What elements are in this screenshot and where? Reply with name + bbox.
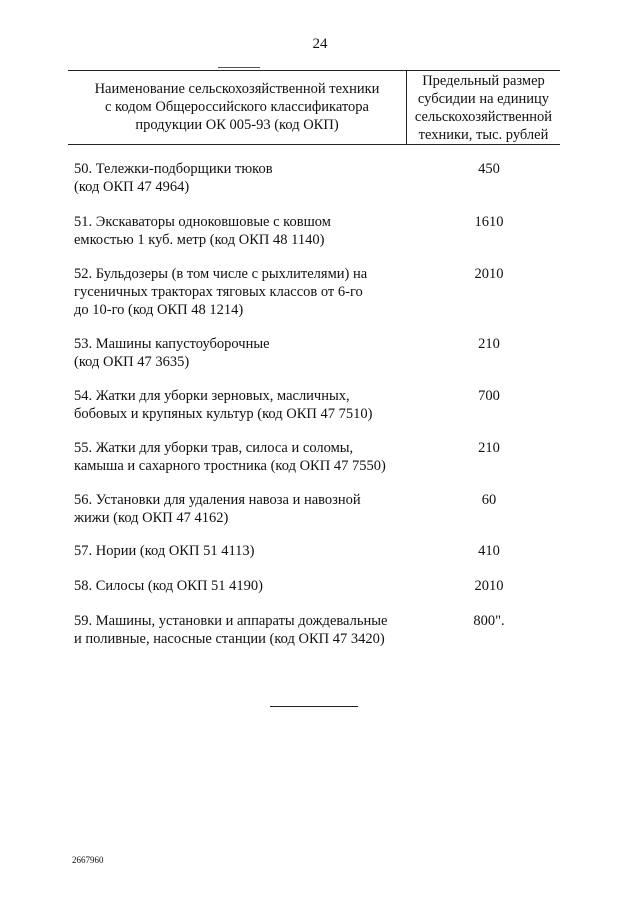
table-header [68, 70, 560, 145]
name-line: 50. Тележки-подборщики тюков [74, 161, 273, 177]
table-row [74, 387, 544, 423]
name-line: 51. Экскаваторы одноковшовые с ковшом [74, 214, 331, 230]
header-right-line: субсидии на единицу [417, 91, 550, 107]
table-row [74, 160, 544, 196]
name-line: емкостью 1 куб. метр (код ОКП 48 1140) [74, 232, 325, 248]
name-line: 54. Жатки для уборки зерновых, масличных, [74, 388, 350, 404]
name-line: камыша и сахарного тростника (код ОКП 47 7550) [74, 458, 386, 474]
header-left-line: продукции ОК 005-93 (код ОКП) [135, 117, 339, 133]
table-row [74, 265, 544, 319]
name-line: 57. Нории (код ОКП 51 4113) [74, 543, 255, 559]
name-line: и поливные, насосные станции (код ОКП 47 3420) [74, 631, 385, 647]
subsidy-value: 800". [473, 613, 505, 629]
name-line: 56. Установки для удаления навоза и навозной [74, 492, 361, 508]
subsidy-value: 210 [478, 336, 500, 352]
subsidy-value: 60 [481, 492, 497, 508]
subsidy-table [68, 70, 560, 145]
name-line: (код ОКП 47 4964) [74, 179, 190, 195]
header-left-line: Наименование сельскохозяйственной техники [94, 81, 380, 97]
document-code: 2667960 [72, 855, 104, 865]
header-subsidy-limit [407, 71, 560, 144]
equipment-name [74, 213, 414, 249]
subsidy-value: 410 [478, 543, 500, 559]
table-row [74, 542, 544, 560]
table-row [74, 491, 544, 527]
name-line: 59. Машины, установки и аппараты дождевальные [74, 613, 388, 629]
table-row [74, 439, 544, 475]
name-line: бобовых и крупяных культур (код ОКП 47 7510) [74, 406, 373, 422]
equipment-name [74, 265, 414, 319]
subsidy-value: 1610 [474, 214, 504, 230]
equipment-name [74, 439, 414, 475]
table-row [74, 577, 544, 595]
header-right-line: техники, тыс. рублей [418, 127, 549, 143]
equipment-name [74, 387, 414, 423]
name-line: (код ОКП 47 3635) [74, 354, 190, 370]
name-line: гусеничных тракторах тяговых классов от 6-го [74, 284, 363, 300]
name-line: 52. Бульдозеры (в том числе с рыхлителями) на [74, 266, 368, 282]
equipment-name [74, 612, 414, 648]
equipment-name [74, 542, 414, 560]
name-line: 58. Силосы (код ОКП 51 4190) [74, 578, 263, 594]
subsidy-value: 2010 [474, 266, 504, 282]
end-rule [270, 706, 358, 707]
subsidy-value: 210 [478, 440, 500, 456]
header-left-line: с кодом Общероссийского классификатора [105, 99, 369, 115]
name-line: 53. Машины капустоуборочные [74, 336, 270, 352]
subsidy-value: 700 [478, 388, 500, 404]
equipment-name [74, 335, 414, 371]
subsidy-value: 450 [478, 161, 500, 177]
name-line: жижи (код ОКП 47 4162) [74, 510, 229, 526]
subsidy-value: 2010 [474, 578, 504, 594]
page-number: 24 [312, 36, 328, 52]
header-mark [218, 67, 260, 68]
table-row [74, 335, 544, 371]
equipment-name [74, 160, 414, 196]
header-equipment-name [68, 71, 407, 144]
header-right-line: Предельный размер [422, 73, 545, 89]
header-right-line: сельскохозяйственной [414, 109, 553, 125]
table-row [74, 213, 544, 249]
equipment-name [74, 491, 414, 527]
equipment-name [74, 577, 414, 595]
name-line: до 10-го (код ОКП 48 1214) [74, 302, 244, 318]
table-row [74, 612, 544, 648]
name-line: 55. Жатки для уборки трав, силоса и соломы, [74, 440, 354, 456]
